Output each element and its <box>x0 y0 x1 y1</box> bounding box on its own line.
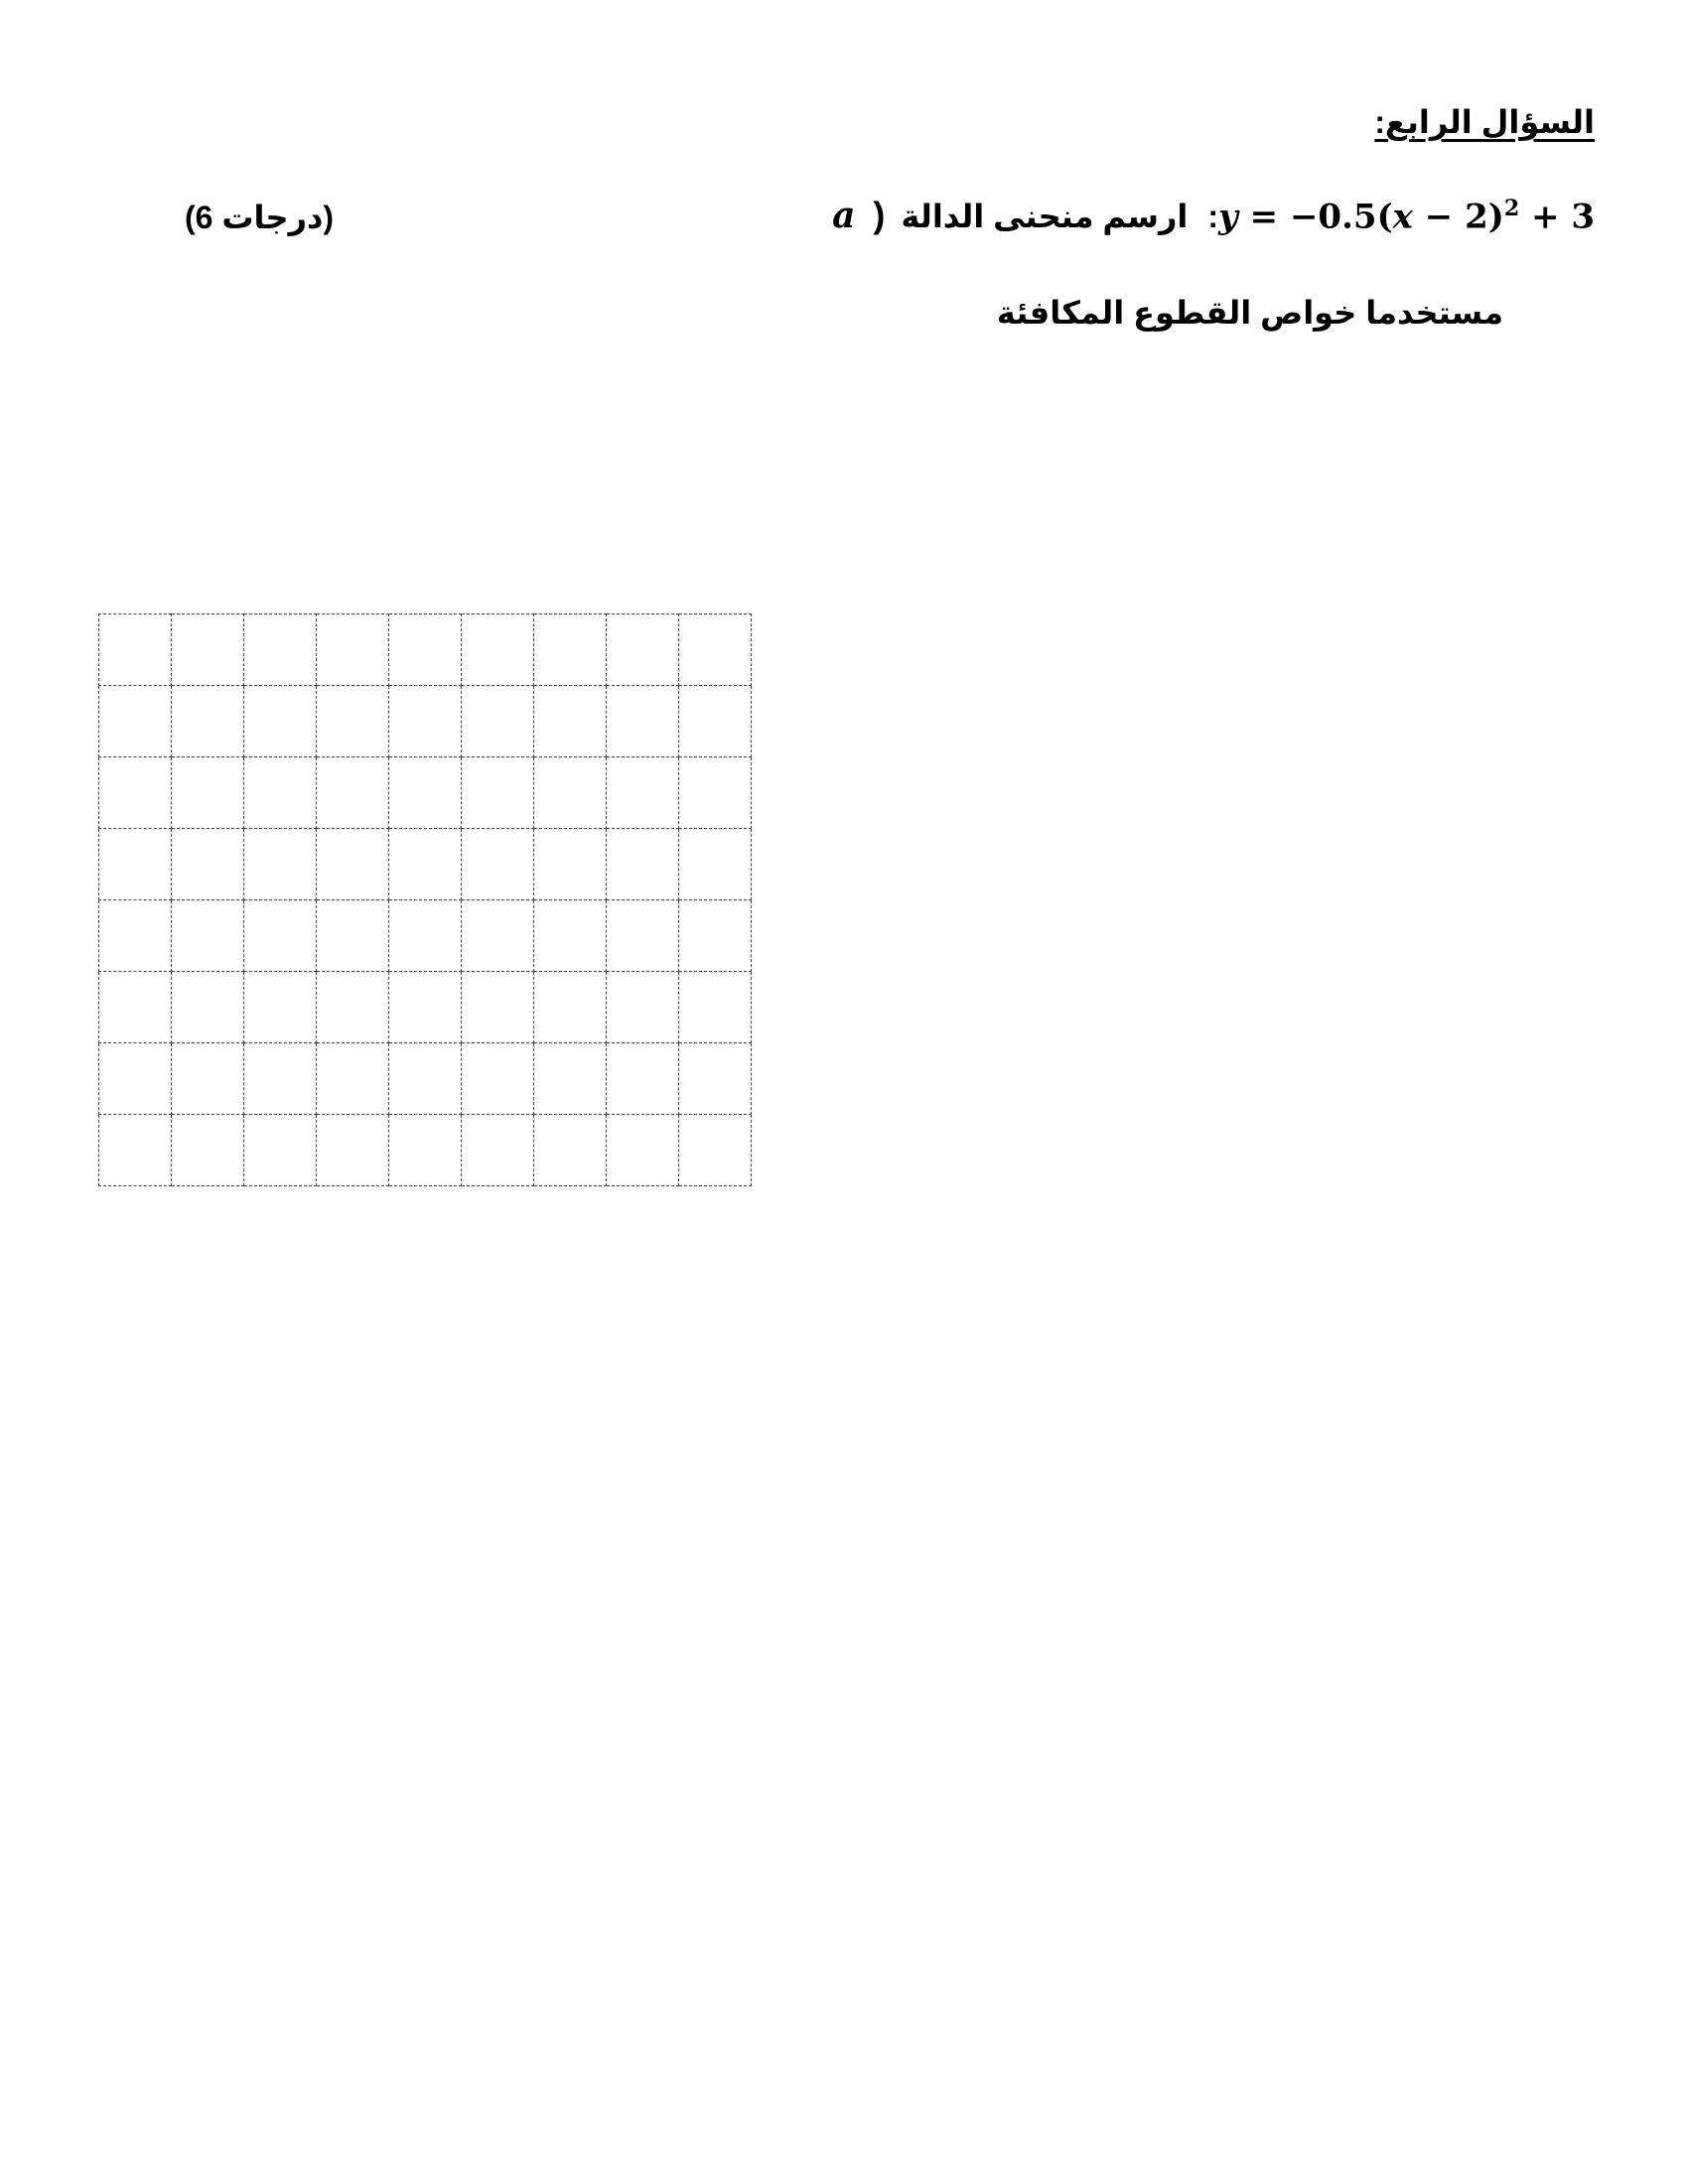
grid-cell <box>317 614 389 686</box>
formula-exponent: 2 <box>1503 195 1520 221</box>
grid-cell <box>99 972 172 1043</box>
question-text: ارسم منحنى الدالة <box>901 199 1189 234</box>
grid-cell <box>317 972 389 1043</box>
grid-cell <box>172 686 244 757</box>
question-letter-paren: ) <box>873 195 886 235</box>
grid-cell <box>317 900 389 972</box>
grid-cell <box>607 900 679 972</box>
marks-label: (6 درجات) <box>185 200 335 235</box>
formula-rest: − 2) <box>1412 197 1504 236</box>
grid-cell <box>317 757 389 829</box>
grid-cell <box>462 686 534 757</box>
grid-cell <box>607 972 679 1043</box>
formula-equals: = −0.5( <box>1237 197 1393 236</box>
grid-cell <box>244 829 317 900</box>
grid-cell <box>317 686 389 757</box>
function-formula <box>1218 196 1595 236</box>
grid-cell <box>172 1115 244 1186</box>
question-colon: : <box>1207 199 1219 234</box>
grid-cell <box>99 900 172 972</box>
grid-cell <box>99 614 172 686</box>
grid-row <box>99 972 752 1043</box>
formula-x: x <box>1392 197 1413 236</box>
grid-cell <box>99 829 172 900</box>
grid-cell <box>607 757 679 829</box>
grid-cell <box>172 1043 244 1115</box>
grid-cell <box>244 614 317 686</box>
formula-y: y <box>1218 197 1238 236</box>
grid-cell <box>607 1115 679 1186</box>
grid-cell <box>172 829 244 900</box>
question-a-row <box>830 195 1595 236</box>
grid-cell <box>462 900 534 972</box>
grid-cell <box>534 1043 607 1115</box>
grid-row <box>99 1043 752 1115</box>
grid-cell <box>534 900 607 972</box>
grid-cell <box>317 1115 389 1186</box>
grid-cell <box>172 972 244 1043</box>
grid-cell <box>389 614 462 686</box>
formula-tail: + 3 <box>1519 197 1595 236</box>
grid-cell <box>679 1115 752 1186</box>
grid-cell <box>389 757 462 829</box>
grid-cell <box>679 829 752 900</box>
grid-cell <box>534 686 607 757</box>
grid-row <box>99 614 752 686</box>
grid-cell <box>534 757 607 829</box>
grid-cell <box>607 614 679 686</box>
grid-cell <box>244 1115 317 1186</box>
grid-cell <box>99 686 172 757</box>
grid-cell <box>389 829 462 900</box>
grid-cell <box>244 686 317 757</box>
grid-cell <box>462 829 534 900</box>
grid-cell <box>462 757 534 829</box>
grid-cell <box>244 1043 317 1115</box>
grid-cell <box>534 1115 607 1186</box>
grid-cell <box>244 972 317 1043</box>
grid-row <box>99 757 752 829</box>
grid-cell <box>462 1115 534 1186</box>
grid-cell <box>534 614 607 686</box>
question-letter: a <box>832 195 856 236</box>
grid-cell <box>172 900 244 972</box>
grid-cell <box>679 757 752 829</box>
grid-cell <box>389 972 462 1043</box>
grid-cell <box>389 686 462 757</box>
grid-cell <box>389 1115 462 1186</box>
grid-cell <box>534 972 607 1043</box>
grid-cell <box>534 829 607 900</box>
grid-cell <box>462 614 534 686</box>
grid-cell <box>389 900 462 972</box>
grid-cell <box>172 614 244 686</box>
grid-cell <box>679 614 752 686</box>
grid-cell <box>679 1043 752 1115</box>
grid-cell <box>317 829 389 900</box>
grid-row <box>99 900 752 972</box>
grid-cell <box>679 686 752 757</box>
grid-cell <box>679 972 752 1043</box>
graph-grid <box>98 614 752 1186</box>
grid-cell <box>389 1043 462 1115</box>
grid-row <box>99 829 752 900</box>
question-heading: السؤال الرابع: <box>1374 104 1595 140</box>
grid-cell <box>172 757 244 829</box>
grid-cell <box>462 972 534 1043</box>
grid-cell <box>462 1043 534 1115</box>
grid-row <box>99 1115 752 1186</box>
grid-row <box>99 686 752 757</box>
grid-cell <box>244 900 317 972</box>
grid-cell <box>317 1043 389 1115</box>
grid-cell <box>607 829 679 900</box>
grid-cell <box>99 757 172 829</box>
grid-cell <box>99 1043 172 1115</box>
instruction-text: مستخدما خواص القطوع المكافئة <box>996 295 1503 331</box>
grid-cell <box>99 1115 172 1186</box>
grid-cell <box>679 900 752 972</box>
grid-cell <box>607 1043 679 1115</box>
grid-cell <box>607 686 679 757</box>
grid-cell <box>244 757 317 829</box>
